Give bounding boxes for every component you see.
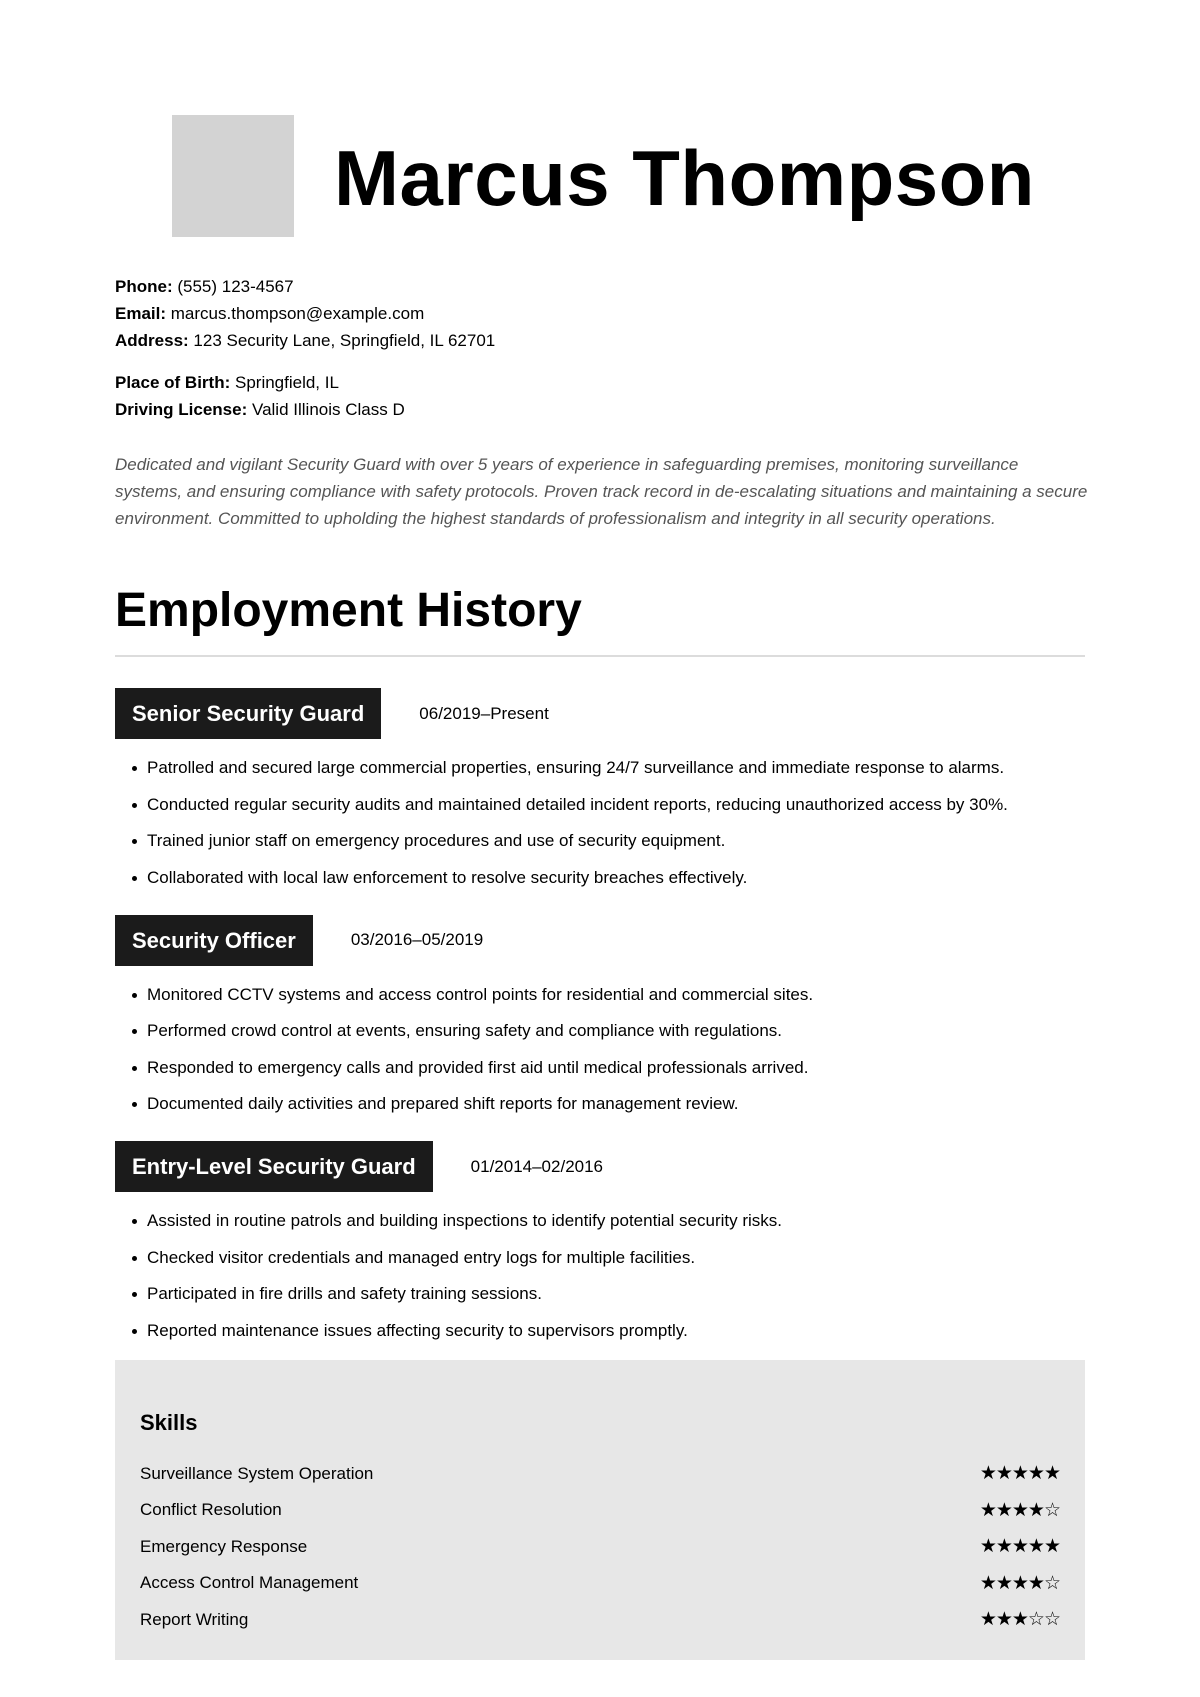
job-responsibilities — [115, 1210, 1085, 1342]
skill-name: Report Writing — [140, 1609, 249, 1629]
phone-label: Phone: — [115, 277, 173, 296]
skill-list — [140, 1456, 1060, 1639]
responsibility-item: Participated in fire drills and safety training sessions. — [147, 1283, 1085, 1305]
skill-row — [140, 1529, 1060, 1566]
license-label: Driving License: — [115, 400, 248, 419]
responsibility-item: Assisted in routine patrols and building inspections to identify potential security risks. — [147, 1210, 1085, 1232]
job-entry — [115, 915, 1085, 1116]
skill-name: Access Control Management — [140, 1573, 359, 1593]
job-header — [115, 688, 1085, 739]
skill-row — [140, 1565, 1060, 1602]
job-entry — [115, 688, 1085, 889]
birth-label: Place of Birth: — [115, 373, 231, 392]
license-row — [115, 396, 1085, 423]
email-label: Email: — [115, 304, 167, 323]
license-value: Valid Illinois Class D — [252, 400, 405, 419]
skill-row — [140, 1492, 1060, 1529]
star-rating-icon: ★★★☆☆ — [979, 1609, 1060, 1631]
birth-row — [115, 369, 1085, 396]
skills-panel — [115, 1360, 1085, 1660]
job-entry — [115, 1141, 1085, 1342]
responsibility-item: Responded to emergency calls and provided first aid until medical professionals arrived. — [147, 1057, 1085, 1079]
resume-header — [115, 0, 1085, 237]
skill-row — [140, 1602, 1060, 1639]
skill-name: Emergency Response — [140, 1536, 308, 1556]
responsibility-item: Patrolled and secured large commercial properties, ensuring 24/7 surveillance and immediate response to alarms. — [147, 757, 1085, 779]
profile-summary: Dedicated and vigilant Security Guard with over 5 years of experience in safeguarding premises, monitoring surveillance systems, and ensuring compliance with safety protocols. Proven track record in de-escalating situations and maintaining a secure environment. Committed to upholding the highest standards of professionalism and integrity in all security operations. — [115, 455, 1088, 528]
job-dates: 03/2016–05/2019 — [350, 930, 484, 949]
skill-name: Surveillance System Operation — [140, 1463, 374, 1483]
star-rating-icon: ★★★★★ — [979, 1463, 1060, 1485]
email-value: marcus.thompson@example.com — [170, 304, 425, 323]
skill-name: Conflict Resolution — [140, 1500, 282, 1520]
responsibility-item: Reported maintenance issues affecting security to supervisors promptly. — [147, 1320, 1085, 1342]
responsibility-item: Checked visitor credentials and managed entry logs for multiple facilities. — [147, 1247, 1085, 1269]
section-divider — [115, 655, 1085, 657]
birth-value: Springfield, IL — [234, 373, 339, 392]
responsibility-item: Monitored CCTV systems and access control points for residential and commercial sites. — [147, 984, 1085, 1006]
address-label: Address: — [115, 331, 189, 350]
star-rating-icon: ★★★★☆ — [979, 1499, 1060, 1521]
job-responsibilities — [115, 984, 1085, 1116]
responsibility-item: Documented daily activities and prepared shift reports for management review. — [147, 1093, 1085, 1115]
job-responsibilities — [115, 757, 1085, 889]
job-title: Entry-Level Security Guard — [115, 1141, 433, 1192]
responsibility-item: Trained junior staff on emergency procedures and use of security equipment. — [147, 830, 1085, 852]
job-header — [115, 1141, 1085, 1192]
star-rating-icon: ★★★★★ — [979, 1536, 1060, 1558]
candidate-name: Marcus Thompson — [334, 134, 1035, 222]
phone-value: (555) 123-4567 — [177, 277, 294, 296]
skill-row — [140, 1456, 1060, 1493]
address-row — [115, 327, 1085, 354]
responsibility-item: Conducted regular security audits and maintained detailed incident reports, reducing unauthorized access by 30%. — [147, 794, 1085, 816]
job-title: Senior Security Guard — [115, 688, 381, 739]
email-row — [115, 300, 1085, 327]
address-value: 123 Security Lane, Springfield, IL 62701 — [193, 331, 496, 350]
job-header — [115, 915, 1085, 966]
personal-info — [115, 369, 1085, 423]
employment-history-title: Employment History — [115, 584, 582, 637]
job-title: Security Officer — [115, 915, 313, 966]
job-dates: 06/2019–Present — [419, 703, 549, 723]
skills-title: Skills — [140, 1409, 198, 1435]
responsibility-item: Performed crowd control at events, ensuring safety and compliance with regulations. — [147, 1020, 1085, 1042]
responsibility-item: Collaborated with local law enforcement to resolve security breaches effectively. — [147, 867, 1085, 889]
job-dates: 01/2014–02/2016 — [470, 1156, 604, 1176]
phone-row — [115, 273, 1085, 300]
profile-photo-placeholder — [172, 115, 294, 237]
contact-info — [115, 273, 1085, 423]
star-rating-icon: ★★★★☆ — [979, 1572, 1060, 1594]
